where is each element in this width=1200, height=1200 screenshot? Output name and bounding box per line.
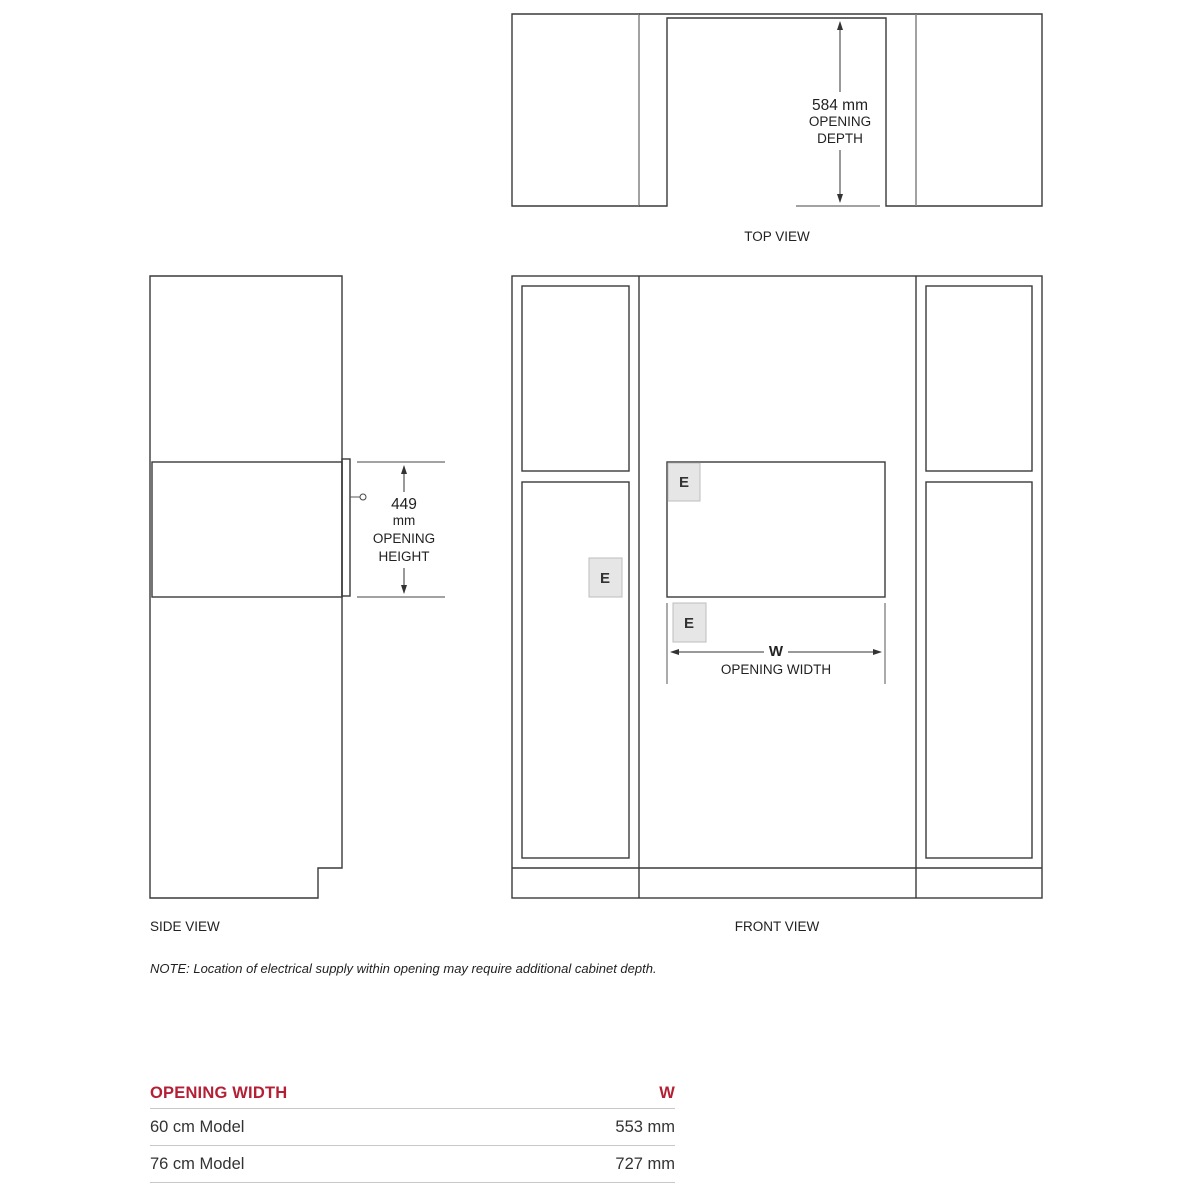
svg-text:E: E [683,615,695,632]
svg-text:E: E [678,474,690,491]
table-header-label: OPENING WIDTH [150,1083,288,1102]
height-label-line1: OPENING [372,531,436,546]
electrical-marker-top [668,463,700,501]
table-header-value: W [659,1083,675,1102]
model-width: 553 mm [615,1117,675,1136]
depth-label-line2: DEPTH [817,131,863,146]
left-lower-door [522,482,629,858]
opening-width-table [150,1078,675,1183]
table-row [150,1109,675,1146]
height-unit: mm [392,513,416,528]
front-view [512,276,1042,934]
side-view [150,276,445,934]
top-right-cabinet [916,14,1042,206]
electrical-marker-bottom [673,603,706,642]
side-appliance [152,462,342,597]
side-cabinet-outline [150,276,342,898]
electrical-marker-side [589,558,622,597]
side-door-front [342,459,350,596]
table-row [150,1146,675,1183]
top-opening-outline [639,18,916,206]
right-lower-door [926,482,1032,858]
right-upper-door [926,286,1032,471]
width-label: OPENING WIDTH [720,662,832,677]
depth-value: 584 mm [812,97,868,114]
top-left-cabinet [512,14,639,206]
side-view-title: SIDE VIEW [150,919,220,934]
svg-text:E: E [599,570,611,587]
left-upper-door [522,286,629,471]
width-symbol: W [768,643,784,660]
top-view-title: TOP VIEW [744,229,810,244]
height-value: 449 [391,496,417,513]
electrical-note: NOTE: Location of electrical supply within opening may require additional cabinet depth. [150,961,657,976]
depth-label-line1: OPENING [808,114,872,129]
height-label-line2: HEIGHT [378,549,430,564]
model-name: 60 cm Model [150,1117,245,1136]
table-header [150,1078,675,1109]
door-handle-icon [360,494,366,500]
model-width: 727 mm [615,1154,675,1173]
top-view [512,14,1042,244]
model-name: 76 cm Model [150,1154,245,1173]
front-view-title: FRONT VIEW [734,919,820,934]
